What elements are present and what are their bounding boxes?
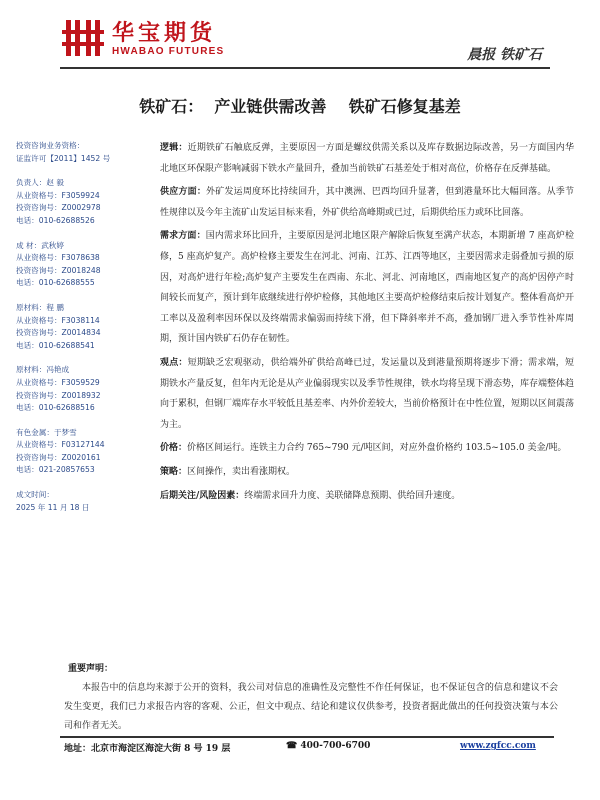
- section-text: 外矿发运周度环比持续回升，其中澳洲、巴西均回升显著，但到港量环比大幅回落。从季节性规律以及今年主流矿山发运目标来看，外矿供给高峰期或已过，后期供给压力或环比回落。: [160, 187, 574, 218]
- sidebar-line: 投资咨询号：Z0002978: [16, 203, 101, 213]
- section-label: 供应方面：: [160, 187, 207, 198]
- report-section: [160, 226, 574, 350]
- sidebar-line: 投资咨询号：Z0018932: [16, 390, 101, 400]
- section-label: 逻辑：: [160, 143, 188, 153]
- report-section: [160, 353, 574, 435]
- report-title: 铁矿石： 产业链供需改善 铁矿石修复基差: [139, 97, 461, 116]
- sidebar-line: 电话：021-20857653: [16, 465, 95, 475]
- sidebar-line: 原材料：程 鹏: [16, 302, 64, 312]
- sidebar-line: 电话：010-62688516: [16, 403, 95, 413]
- report-section: [160, 438, 574, 459]
- sidebar-line: 2025 年 11 月 18 日: [16, 502, 90, 512]
- hwabao-logo-icon: [62, 16, 106, 60]
- sidebar-line: 从业资格号：F3078638: [16, 253, 100, 263]
- header-divider: [60, 67, 550, 69]
- brand-name-en: HWABAO FUTURES: [112, 46, 225, 57]
- sidebar-line: 原材料：冯艳成: [16, 365, 70, 375]
- section-text: 近期铁矿石触底反弹，主要原因一方面是螺纹供需关系以及库存数据边际改善，另一方面国内华北地区环保限产影响减弱下铁水产量回升，叠加当前铁矿石基差处于相对高位，价格存在反弹基础。: [160, 143, 574, 174]
- report-section: [160, 462, 574, 483]
- sidebar-spacer: [16, 228, 144, 240]
- section-label: 策略：: [160, 466, 188, 477]
- sidebar-line: 成文时间：: [16, 490, 54, 500]
- report-type-tag: 晨报 铁矿石: [467, 47, 542, 63]
- sidebar-spacer: [16, 477, 144, 489]
- report-section: [160, 138, 574, 179]
- analyst-sidebar: [16, 140, 144, 514]
- section-text: 终端需求回升力度、美联储降息预期、供给回升速度。: [244, 490, 461, 501]
- sidebar-line: 投资咨询号：Z0018248: [16, 265, 101, 275]
- sidebar-group: [16, 240, 144, 290]
- footer-website-link[interactable]: www.zgfcc.com: [460, 741, 536, 751]
- sidebar-line: 从业资格号：F3059529: [16, 377, 100, 387]
- sidebar-spacer: [16, 290, 144, 302]
- sidebar-line: 负责人：赵 毅: [16, 178, 64, 188]
- sidebar-line: 有色金属：于梦雪: [16, 427, 77, 437]
- section-text: 国内需求环比回升，主要原因是河北地区限产解除后恢复至满产状态，本期新增 7 座高炉检修，5 座高炉复产。高炉检修主要发生在河北、河南、江苏、江西等地区，主要因需求走弱叠加亏损的原因，对高炉进行年检;高炉复产主要发生在西南、东北、河北、河南地区，西南地区复产的高炉因停产时间较长而复产，预计到年底继续进行停炉检修，其他地区主要高炉检修结束后按计划复产。整体看高炉开工率以及盈利率因环保以及终端需求偏弱而持续下滑，但下降斜率并不高，叠加钢厂进入季节性补库周期，预计国内铁矿石仍存在韧性。: [160, 231, 575, 345]
- disclaimer: [64, 660, 558, 736]
- report-section: [160, 486, 574, 507]
- disclaimer-text: 本报告中的信息均来源于公开的资料，我公司对信息的准确性及完整性不作任何保证，也不保证包含的信息和建议不会发生变更，我们已力求报告内容的客观、公正，但文中观点、结论和建议仅供参考，投资者据此做出的任何投资决策与本公司和作者无关。: [64, 683, 558, 731]
- section-label: 观点：: [160, 357, 188, 368]
- sidebar-group: [16, 489, 144, 514]
- footer-phone: ☎ 400-700-6700: [286, 741, 371, 751]
- footer-address: 地址：北京市海淀区海淀大街 8 号 19 层: [64, 744, 231, 754]
- sidebar-line: 投资咨询号：Z0020161: [16, 452, 101, 462]
- section-text: 短期缺乏宏观驱动，供给端外矿供给高峰已过，发运量以及到港量预期将逐步下滑；需求端，短期铁水产量反复，但年内无论是从产业偏弱现实以及季节性规律，铁水均将呈现下滑态势，库存端整体趋向于累积，但钢厂端库存水平较低且基差率、内外价差较大，当前价格预计在中性位置，短期以区间震荡为主。: [160, 357, 575, 430]
- sidebar-group: [16, 140, 144, 165]
- section-label: 后期关注/风险因素：: [160, 490, 245, 501]
- sidebar-line: 从业资格号：F3038114: [16, 315, 100, 325]
- sidebar-group: [16, 177, 144, 227]
- sidebar-spacer: [16, 352, 144, 364]
- report-section: [160, 182, 574, 223]
- sidebar-line: 电话：010-62688555: [16, 278, 95, 288]
- company-logo: [62, 14, 262, 66]
- sidebar-line: 电话：010-62688526: [16, 215, 95, 225]
- footer-divider: [60, 736, 554, 738]
- sidebar-line: 投资咨询业务资格：: [16, 141, 85, 150]
- sidebar-line: 成 材：武秋婷: [16, 240, 64, 250]
- report-body: [160, 138, 574, 509]
- section-text: 价格区间运行。连铁主力合约 765~790 元/吨区间，对应外盘价格约 103.5~105.0 美金/吨。: [187, 443, 567, 454]
- section-text: 区间操作，卖出看涨期权。: [187, 466, 296, 477]
- section-label: 需求方面：: [160, 231, 206, 242]
- disclaimer-title: 重要声明：: [68, 664, 114, 674]
- sidebar-line: 证监许可【2011】1452 号: [16, 153, 111, 163]
- sidebar-line: 从业资格号：F3059924: [16, 190, 100, 200]
- sidebar-line: 投资咨询号：Z0014834: [16, 328, 101, 338]
- brand-name-cn: 华宝期货: [112, 21, 217, 46]
- sidebar-line: 从业资格号：F03127144: [16, 440, 105, 450]
- sidebar-group: [16, 302, 144, 352]
- sidebar-line: 电话：010-62688541: [16, 340, 95, 350]
- sidebar-group: [16, 427, 144, 477]
- sidebar-spacer: [16, 415, 144, 427]
- sidebar-group: [16, 364, 144, 414]
- section-label: 价格：: [160, 443, 188, 454]
- sidebar-spacer: [16, 165, 144, 177]
